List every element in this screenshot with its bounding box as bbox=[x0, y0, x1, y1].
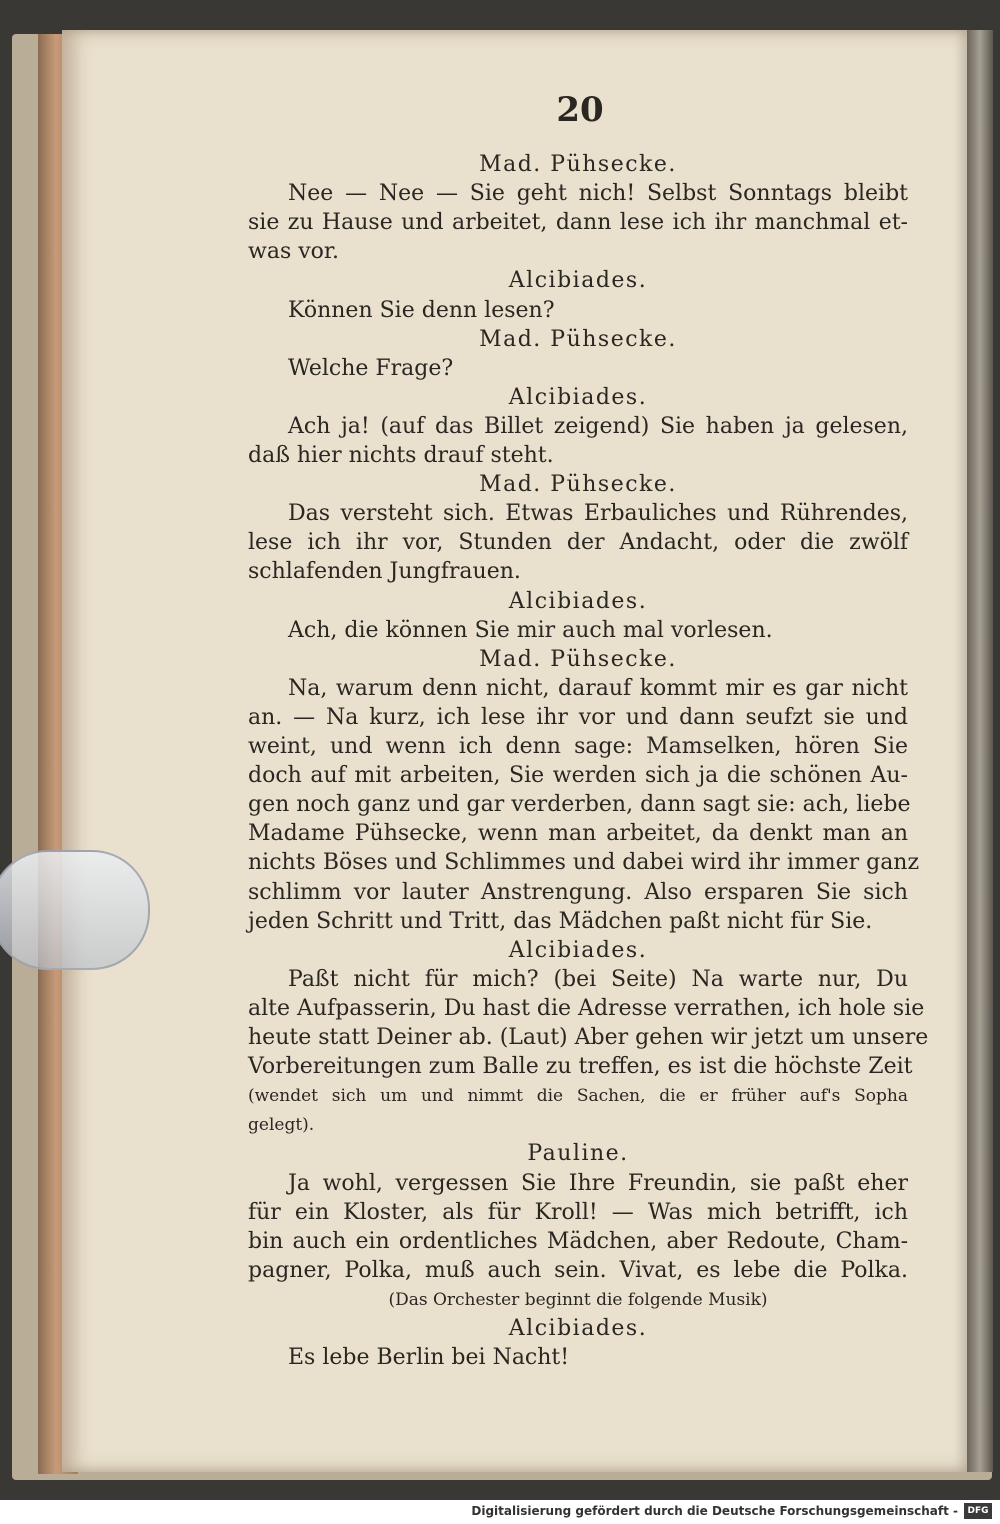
page-number: 20 bbox=[556, 90, 604, 130]
speaker-name: Mad. Pühsecke. bbox=[479, 472, 677, 498]
text-line: an. — Na kurz, ich lese ihr vor und dann seufzt sie und bbox=[248, 704, 908, 730]
text-line: schlafenden Jungfrauen. bbox=[248, 559, 521, 585]
text-line: doch auf mit arbeiten, Sie werden sich ja die schönen Au- bbox=[248, 763, 908, 789]
text-line: was vor. bbox=[248, 239, 339, 265]
text-line: Nee — Nee — Sie geht nich! Selbst Sonntags bleibt bbox=[288, 181, 908, 207]
stage-direction: (Das Orchester beginnt die folgende Musik) bbox=[388, 1289, 768, 1310]
dfg-logo: DFG bbox=[964, 1503, 992, 1519]
speaker-name: Mad. Pühsecke. bbox=[479, 646, 677, 672]
speaker-name: Alcibiades. bbox=[508, 384, 648, 410]
text-line: Paßt nicht für mich? (bei Seite) Na warte nur, Du bbox=[288, 966, 908, 992]
text-line: Ach ja! (auf das Billet zeigend) Sie haben ja gelesen, bbox=[288, 413, 908, 439]
text-line: Ja wohl, vergessen Sie Ihre Freundin, sie paßt eher bbox=[288, 1170, 908, 1196]
text-line: pagner, Polka, muß auch sein. Vivat, es lebe die Polka. bbox=[248, 1257, 908, 1283]
text-line: Welche Frage? bbox=[288, 355, 454, 381]
text-line: (wendet sich um und nimmt die Sachen, die er früher auf's Sopha bbox=[248, 1086, 908, 1107]
text-line: nichts Böses und Schlimmes und dabei wird ihr immer ganz bbox=[248, 850, 920, 876]
speaker-name: Mad. Pühsecke. bbox=[479, 152, 677, 177]
speaker-name: Alcibiades. bbox=[508, 1316, 648, 1341]
text-line: gen noch ganz und gar verderben, dann sagt sie: ach, liebe bbox=[248, 792, 911, 818]
text-line: gelegt). bbox=[248, 1115, 315, 1136]
text-line: sie zu Hause und arbeitet, dann lese ich ihr manchmal et- bbox=[248, 210, 908, 236]
speaker-name: Alcibiades. bbox=[508, 937, 648, 963]
text-line: Madame Pühsecke, wenn man arbeitet, da denkt man an bbox=[248, 821, 908, 847]
text-line: Vorbereitungen zum Balle zu treffen, es ist die höchste Zeit bbox=[248, 1054, 913, 1080]
text-line: Das versteht sich. Etwas Erbauliches und Rührendes, bbox=[288, 501, 908, 527]
text-line: daß hier nichts drauf steht. bbox=[248, 443, 554, 468]
text-line: heute statt Deiner ab. (Laut) Aber gehen wir jetzt um unsere bbox=[248, 1025, 929, 1050]
speaker-name: Mad. Pühsecke. bbox=[479, 326, 677, 352]
speaker-name: Pauline. bbox=[527, 1141, 629, 1167]
text-line: für ein Kloster, als für Kroll! — Was mich betrifft, ich bbox=[248, 1199, 908, 1225]
text-line: Es lebe Berlin bei Nacht! bbox=[288, 1345, 570, 1371]
text-line: jeden Schritt und Tritt, das Mädchen paßt nicht für Sie. bbox=[248, 908, 873, 934]
text-line: Können Sie denn lesen? bbox=[288, 297, 555, 323]
page-edges bbox=[967, 30, 993, 1472]
speaker-name: Alcibiades. bbox=[508, 268, 648, 294]
text-line: lese ich ihr vor, Stunden der Andacht, oder die zwölf bbox=[248, 530, 908, 556]
bookmark-tab bbox=[0, 850, 150, 970]
text-line: Ach, die können Sie mir auch mal vorlesen. bbox=[288, 617, 773, 643]
text-line: schlimm vor lauter Anstrengung. Also ersparen Sie sich bbox=[248, 879, 908, 905]
text-line: Na, warum denn nicht, darauf kommt mir es gar nicht bbox=[288, 675, 908, 701]
text-line: bin auch ein ordentliches Mädchen, aber Redoute, Cham- bbox=[248, 1228, 908, 1254]
digitization-credit: Digitalisierung gefördert durch die Deutsche Forschungsgemeinschaft - bbox=[471, 1504, 958, 1518]
speaker-name: Alcibiades. bbox=[508, 588, 648, 614]
text-line: weint, und wenn ich denn sage: Mamselken, hören Sie bbox=[248, 734, 908, 759]
text-line: alte Aufpasserin, Du hast die Adresse verrathen, ich hole sie bbox=[248, 995, 925, 1021]
